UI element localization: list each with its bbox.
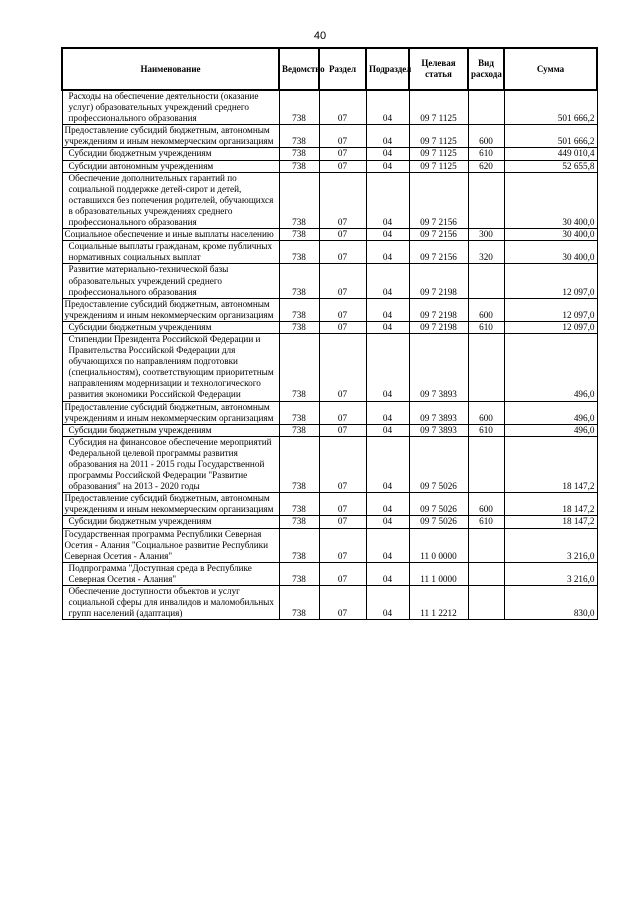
cell-name: Социальные выплаты гражданам, кроме публичных нормативных социальных выплат [62, 241, 279, 264]
cell-name: Предоставление субсидий бюджетным, автономным учреждениям и иным некоммерческим организациям [62, 401, 279, 424]
cell-subsection: 04 [366, 493, 409, 516]
cell-subsection: 04 [366, 321, 409, 333]
cell-section: 07 [319, 298, 366, 321]
cell-section: 07 [319, 333, 366, 401]
cell-sum: 496,0 [504, 401, 597, 424]
cell-dept: 738 [279, 264, 319, 298]
cell-subsection: 04 [366, 148, 409, 160]
cell-section: 07 [319, 516, 366, 528]
cell-sum: 496,0 [504, 333, 597, 401]
cell-sum: 830,0 [504, 586, 597, 620]
table-row [62, 321, 597, 333]
cell-subsection: 04 [366, 436, 409, 492]
cell-sum: 30 400,0 [504, 241, 597, 264]
table-row [62, 90, 597, 125]
cell-sum: 12 097,0 [504, 264, 597, 298]
cell-name: Субсидии бюджетным учреждениям [62, 424, 279, 436]
cell-sum: 30 400,0 [504, 229, 597, 241]
cell-sum: 12 097,0 [504, 298, 597, 321]
cell-name: Развитие материально-технической базы образовательных учреждений среднего профессионального образования [62, 264, 279, 298]
cell-dept: 738 [279, 229, 319, 241]
cell-exp-type [468, 264, 504, 298]
cell-exp-type: 320 [468, 241, 504, 264]
cell-section: 07 [319, 229, 366, 241]
cell-sum: 18 147,2 [504, 436, 597, 492]
cell-target: 09 7 5026 [409, 493, 468, 516]
table-row [62, 562, 597, 585]
cell-subsection: 04 [366, 333, 409, 401]
table-row [62, 333, 597, 401]
cell-target: 09 7 1125 [409, 160, 468, 172]
cell-dept: 738 [279, 172, 319, 228]
cell-section: 07 [319, 586, 366, 620]
cell-dept: 738 [279, 436, 319, 492]
cell-section: 07 [319, 562, 366, 585]
cell-dept: 738 [279, 148, 319, 160]
cell-exp-type [468, 172, 504, 228]
cell-subsection: 04 [366, 401, 409, 424]
cell-exp-type: 600 [468, 401, 504, 424]
cell-dept: 738 [279, 321, 319, 333]
cell-name: Подпрограмма "Доступная среда в Республике Северная Осетия - Алания" [62, 562, 279, 585]
cell-dept: 738 [279, 401, 319, 424]
cell-dept: 738 [279, 516, 319, 528]
cell-target: 09 7 2198 [409, 298, 468, 321]
cell-exp-type: 600 [468, 125, 504, 148]
cell-exp-type: 600 [468, 298, 504, 321]
cell-exp-type: 600 [468, 493, 504, 516]
table-row [62, 172, 597, 228]
cell-sum: 18 147,2 [504, 516, 597, 528]
cell-name: Субсидия на финансовое обеспечение мероприятий Федеральной целевой программы развития образования на 2011 - 2015 годы Государственной программы Российской Федерации "Развитие образования" на 2013 - 2020 годы [62, 436, 279, 492]
cell-exp-type: 610 [468, 424, 504, 436]
cell-dept: 738 [279, 424, 319, 436]
table-row [62, 401, 597, 424]
cell-name: Обеспечение доступности объектов и услуг социальной сферы для инвалидов и маломобильных групп населений (адаптация) [62, 586, 279, 620]
cell-sum: 496,0 [504, 424, 597, 436]
cell-exp-type [468, 436, 504, 492]
page-number: 40 [313, 30, 327, 42]
cell-subsection: 04 [366, 264, 409, 298]
table-row [62, 229, 597, 241]
cell-exp-type: 620 [468, 160, 504, 172]
cell-target: 09 7 2156 [409, 229, 468, 241]
cell-name: Субсидии автономным учреждениям [62, 160, 279, 172]
cell-target: 09 7 2198 [409, 321, 468, 333]
budget-table [61, 47, 598, 620]
cell-exp-type: 610 [468, 148, 504, 160]
table-row [62, 264, 597, 298]
cell-exp-type [468, 562, 504, 585]
cell-sum: 30 400,0 [504, 172, 597, 228]
table-row [62, 241, 597, 264]
cell-sum: 52 655,8 [504, 160, 597, 172]
cell-dept: 738 [279, 493, 319, 516]
cell-exp-type [468, 333, 504, 401]
cell-name: Субсидии бюджетным учреждениям [62, 148, 279, 160]
table-row [62, 436, 597, 492]
table-row [62, 586, 597, 620]
cell-subsection: 04 [366, 528, 409, 562]
cell-target: 11 1 0000 [409, 562, 468, 585]
header-dept: Ведомство [279, 48, 319, 90]
cell-section: 07 [319, 125, 366, 148]
cell-section: 07 [319, 264, 366, 298]
cell-exp-type: 610 [468, 516, 504, 528]
cell-subsection: 04 [366, 160, 409, 172]
cell-sum: 501 666,2 [504, 90, 597, 125]
cell-dept: 738 [279, 298, 319, 321]
cell-sum: 12 097,0 [504, 321, 597, 333]
cell-sum: 501 666,2 [504, 125, 597, 148]
header-subsection: Подраздел [366, 48, 409, 90]
header-section: Раздел [319, 48, 366, 90]
table-header-row [62, 48, 597, 90]
table-row [62, 424, 597, 436]
table-row [62, 125, 597, 148]
cell-target: 09 7 2198 [409, 264, 468, 298]
cell-target: 11 1 2212 [409, 586, 468, 620]
cell-name: Предоставление субсидий бюджетным, автономным учреждениям и иным некоммерческим организациям [62, 298, 279, 321]
cell-sum: 3 216,0 [504, 528, 597, 562]
cell-section: 07 [319, 493, 366, 516]
cell-target: 09 7 3893 [409, 333, 468, 401]
cell-subsection: 04 [366, 516, 409, 528]
cell-target: 11 0 0000 [409, 528, 468, 562]
table-row [62, 148, 597, 160]
cell-dept: 738 [279, 125, 319, 148]
cell-dept: 738 [279, 160, 319, 172]
cell-target: 09 7 3893 [409, 401, 468, 424]
cell-subsection: 04 [366, 424, 409, 436]
cell-dept: 738 [279, 90, 319, 125]
cell-section: 07 [319, 90, 366, 125]
table-row [62, 298, 597, 321]
table-row [62, 516, 597, 528]
cell-sum: 449 010,4 [504, 148, 597, 160]
cell-name: Субсидии бюджетным учреждениям [62, 321, 279, 333]
header-name: Наименование [62, 48, 279, 90]
cell-name: Обеспечение дополнительных гарантий по социальной поддержке детей-сирот и детей, оставшихся без попечения родителей, обучающихся в образовательных учреждениях среднего профессионального образования [62, 172, 279, 228]
cell-name: Социальное обеспечение и иные выплаты населению [62, 229, 279, 241]
cell-name: Расходы на обеспечение деятельности (оказание услуг) образовательных учреждений среднего профессионального образования [62, 90, 279, 125]
cell-subsection: 04 [366, 125, 409, 148]
table-row [62, 160, 597, 172]
cell-section: 07 [319, 436, 366, 492]
cell-name: Предоставление субсидий бюджетным, автономным учреждениям и иным некоммерческим организациям [62, 493, 279, 516]
cell-exp-type: 610 [468, 321, 504, 333]
table-body [62, 90, 597, 620]
cell-subsection: 04 [366, 562, 409, 585]
cell-section: 07 [319, 528, 366, 562]
cell-dept: 738 [279, 528, 319, 562]
header-sum: Сумма [504, 48, 597, 90]
cell-subsection: 04 [366, 90, 409, 125]
cell-exp-type [468, 528, 504, 562]
cell-section: 07 [319, 241, 366, 264]
cell-sum: 3 216,0 [504, 562, 597, 585]
cell-name: Предоставление субсидий бюджетным, автономным учреждениям и иным некоммерческим организациям [62, 125, 279, 148]
header-exp-type: Вид расхода [468, 48, 504, 90]
cell-target: 09 7 2156 [409, 172, 468, 228]
cell-target: 09 7 3893 [409, 424, 468, 436]
cell-subsection: 04 [366, 586, 409, 620]
cell-exp-type [468, 586, 504, 620]
cell-dept: 738 [279, 241, 319, 264]
cell-section: 07 [319, 148, 366, 160]
cell-target: 09 7 5026 [409, 436, 468, 492]
cell-dept: 738 [279, 333, 319, 401]
cell-sum: 18 147,2 [504, 493, 597, 516]
cell-subsection: 04 [366, 298, 409, 321]
cell-subsection: 04 [366, 241, 409, 264]
cell-target: 09 7 2156 [409, 241, 468, 264]
cell-target: 09 7 1125 [409, 125, 468, 148]
cell-subsection: 04 [366, 229, 409, 241]
cell-target: 09 7 1125 [409, 90, 468, 125]
cell-section: 07 [319, 172, 366, 228]
cell-name: Стипендии Президента Российской Федерации и Правительства Российской Федерации для обучающихся по направлениям подготовки (специальностям), соответствующим приоритетным направлениям модернизации и технологического развития экономики Российской Федерации [62, 333, 279, 401]
cell-name: Субсидии бюджетным учреждениям [62, 516, 279, 528]
cell-subsection: 04 [366, 172, 409, 228]
table-row [62, 493, 597, 516]
cell-exp-type: 300 [468, 229, 504, 241]
cell-section: 07 [319, 160, 366, 172]
table-row [62, 528, 597, 562]
cell-target: 09 7 5026 [409, 516, 468, 528]
cell-target: 09 7 1125 [409, 148, 468, 160]
cell-dept: 738 [279, 562, 319, 585]
cell-section: 07 [319, 401, 366, 424]
cell-name: Государственная программа Республики Северная Осетия - Алания "Социальное развитие Республики Северная Осетия - Алания" [62, 528, 279, 562]
cell-dept: 738 [279, 586, 319, 620]
header-target: Целевая статья [409, 48, 468, 90]
cell-section: 07 [319, 321, 366, 333]
cell-section: 07 [319, 424, 366, 436]
cell-exp-type [468, 90, 504, 125]
